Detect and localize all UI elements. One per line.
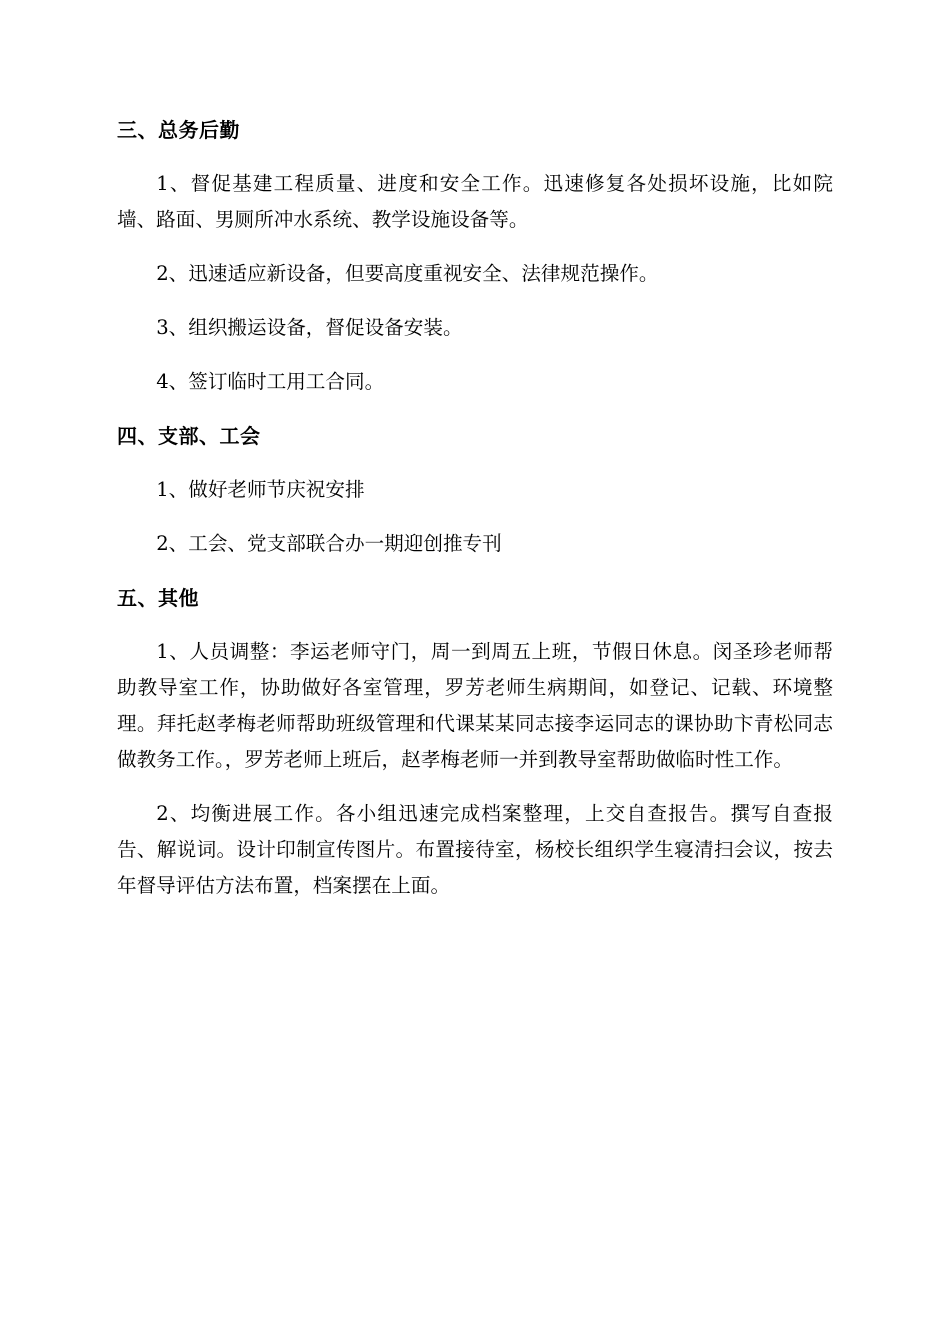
- paragraph: 1、做好老师节庆祝安排: [156, 478, 365, 501]
- paragraph: 1、督促基建工程质量、进度和安全工作。迅速修复各处损坏设施，比如院墙、路面、男厕所冲水系统、教学设施设备等。: [117, 172, 833, 231]
- paragraph: 1、人员调整：李运老师守门，周一到周五上班，节假日休息。闵圣珍老师帮助教导室工作，协助做好各室管理，罗芳老师生病期间，如登记、记载、环境整理。拜托赵孝梅老师帮助班级管理和代课某某同志接李运同志的课协助卞青松同志做教务工作。，罗芳老师上班后，赵孝梅老师一并到教导室帮助做临时性工作。: [117, 640, 833, 771]
- paragraph: 2、迅速适应新设备，但要高度重视安全、法律规范操作。: [156, 262, 659, 285]
- paragraph: 2、工会、党支部联合办一期迎创推专刊: [156, 532, 502, 555]
- paragraph: 2、均衡进展工作。各小组迅速完成档案整理，上交自查报告。撰写自查报告、解说词。设计印制宣传图片。布置接待室，杨校长组织学生寝清扫会议，按去年督导评估方法布置，档案摆在上面。: [117, 802, 833, 897]
- section-heading-branch-union: 四、支部、工会: [117, 424, 261, 448]
- paragraph: 3、组织搬运设备，督促设备安装。: [156, 316, 463, 339]
- section-heading-other: 五、其他: [117, 586, 199, 610]
- section-heading-general-affairs: 三、总务后勤: [117, 118, 240, 142]
- paragraph: 4、签订临时工用工合同。: [156, 370, 385, 393]
- document-page: [117, 112, 833, 922]
